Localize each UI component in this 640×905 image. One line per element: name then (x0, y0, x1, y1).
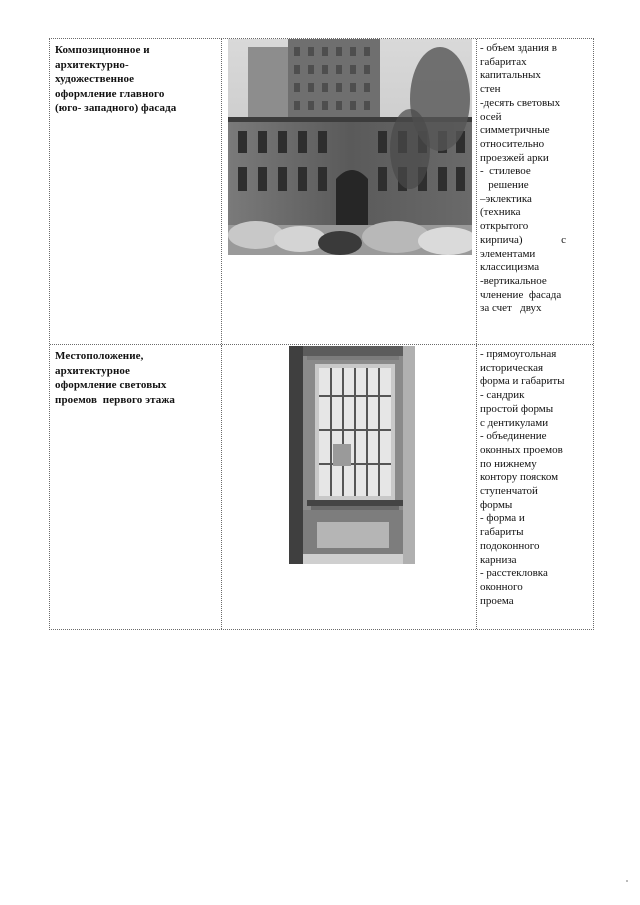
description-line: -десять световых (480, 96, 561, 109)
description-cell (477, 345, 593, 629)
description-line: простой формы (480, 402, 554, 415)
description-line: - объем здания в (480, 42, 557, 54)
description-list (480, 348, 589, 608)
scan-speck (626, 880, 628, 882)
description-line: габариты (480, 526, 524, 539)
row-heading (55, 43, 217, 116)
table-row (50, 345, 593, 629)
heading-line: архитектурно- (55, 58, 129, 71)
heading-line: архитектурное (55, 364, 130, 377)
description-line: элементами (480, 247, 536, 260)
description-line: форма и габариты (480, 375, 565, 388)
description-line: по нижнему (480, 457, 537, 470)
window-opening-photo (289, 346, 415, 564)
heading-line: художественное (55, 73, 135, 86)
description-line: - форма и (480, 512, 525, 525)
heading-line: проемов первого этажа (55, 393, 175, 406)
description-line: относительно (480, 137, 545, 150)
heading-line: (юго- западного) фасада (55, 102, 177, 115)
row-heading (55, 349, 217, 407)
description-line: формы (480, 498, 513, 511)
description-line: оконных проемов (480, 443, 563, 456)
description-line: стен (480, 83, 501, 96)
description-line: габаритах (480, 55, 527, 68)
description-line: с дентикулами (480, 416, 549, 429)
description-list (480, 42, 589, 316)
document-table (49, 38, 594, 630)
description-line: проема (480, 594, 514, 607)
heading-line: оформление световых (55, 379, 167, 392)
description-line: симметричные (480, 124, 550, 137)
photo-cell (222, 345, 477, 629)
description-line: –эклектика (480, 192, 532, 205)
description-line: кирпича) с (480, 233, 566, 246)
description-line: - расстекловка (480, 567, 548, 580)
description-line: - прямоугольная (480, 348, 557, 360)
description-line: классицизма (480, 261, 540, 274)
heading-line: Местоположение, (55, 350, 144, 362)
description-line: карниза (480, 553, 517, 566)
description-line: осей (480, 110, 502, 123)
description-line: решение (480, 179, 529, 192)
description-line: - стилевое (480, 165, 531, 178)
photo-cell (222, 39, 477, 344)
table-row (50, 39, 593, 345)
description-line: оконного (480, 580, 523, 593)
description-line: контору пояском (480, 471, 559, 484)
description-line: - объединение (480, 430, 547, 443)
description-line: подоконного (480, 539, 540, 552)
building-facade-photo (228, 39, 472, 255)
description-line: членение фасада (480, 288, 562, 301)
description-line: за счет двух (480, 302, 542, 315)
description-cell (477, 39, 593, 344)
description-line: -вертикальное (480, 274, 547, 287)
description-line: открытого (480, 220, 529, 233)
heading-line: Композиционное и (55, 44, 150, 56)
description-line: - сандрик (480, 389, 525, 402)
description-line: проезжей арки (480, 151, 549, 164)
row-heading-cell (50, 345, 222, 629)
row-heading-cell (50, 39, 222, 344)
description-line: (техника (480, 206, 521, 219)
description-line: историческая (480, 361, 544, 374)
description-line: капитальных (480, 69, 541, 82)
heading-line: оформление главного (55, 87, 165, 100)
description-line: ступенчатой (480, 485, 538, 498)
